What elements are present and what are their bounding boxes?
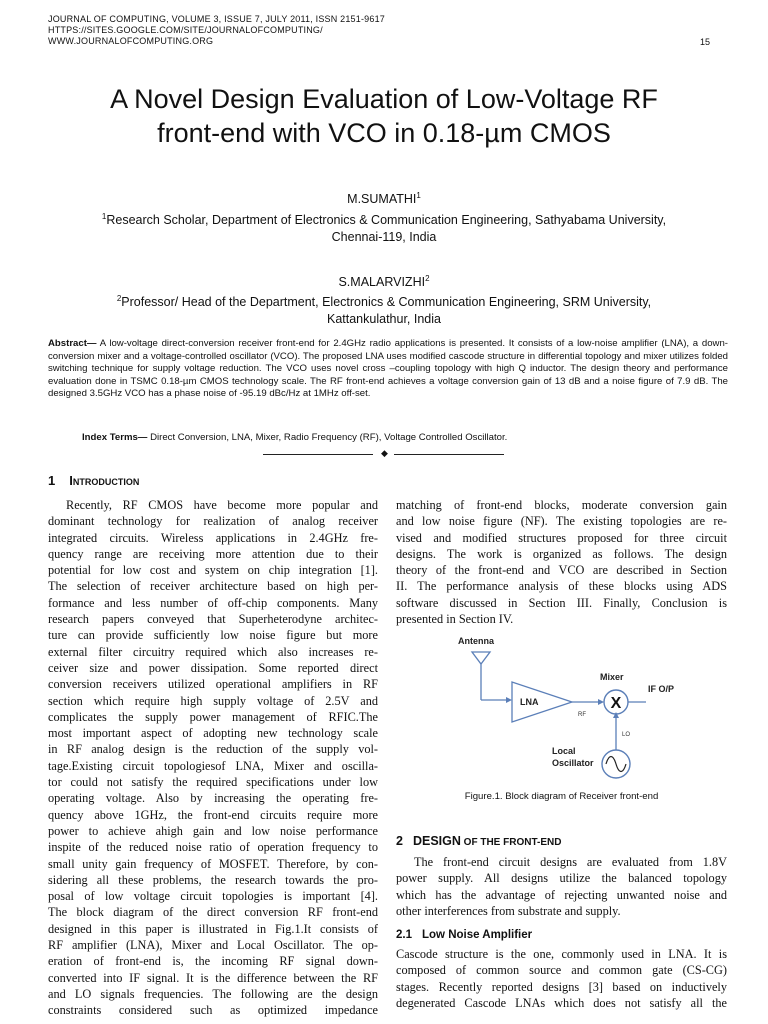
diamond-icon: ◆ <box>381 449 388 459</box>
if-output-label: IF O/P <box>648 684 675 694</box>
local-label: Local <box>552 746 576 756</box>
section-1-left-column <box>48 497 378 1019</box>
affiliation-line: Kattankulathur, India <box>327 312 441 327</box>
divider-line-right <box>394 454 504 455</box>
author-sup: 2 <box>425 274 430 283</box>
body-text-line: and low noise figure (NF). The existing topologies are re- <box>396 514 727 529</box>
body-text-line: matching of front-end blocks, moderate conversion gain <box>396 498 727 512</box>
author-1-affiliation <box>40 208 728 246</box>
body-text-line: posal of low voltage circuit topologies is important [4]. <box>48 889 378 904</box>
paper-title <box>40 82 728 150</box>
author-1-name <box>40 187 728 208</box>
body-text-line: constraints considered such as optimized impedance <box>48 1003 378 1018</box>
page-number: 15 <box>699 37 710 47</box>
section-title-main: DESIGN <box>412 834 461 848</box>
body-text-line: integrated circuits. Wireless applications in 2.4GHz fre- <box>48 530 378 545</box>
section-1-right-column <box>396 497 727 627</box>
body-text-line: and LO signals frequencies. The following are the design <box>48 986 378 1001</box>
body-text-line: stages. Recently reported designs [3] based on inductively <box>396 979 727 994</box>
body-text-line: designed in this paper is illustrated in Fig.1.It consists of <box>48 921 378 936</box>
body-text-line: other interferences from substrate and supply. <box>396 903 621 918</box>
index-terms-text: Direct Conversion, LNA, Mixer, Radio Frequency (RF), Voltage Controlled Oscillator. <box>147 432 508 443</box>
index-terms-label: Index Terms— <box>82 432 148 443</box>
body-text-line: operating voltage. Also by increasing the operating fre- <box>48 791 378 806</box>
journal-info-line: JOURNAL OF COMPUTING, VOLUME 3, ISSUE 7, JULY 2011, ISSN 2151-9617 <box>48 14 385 24</box>
affiliation-line: Chennai-119, India <box>331 230 437 245</box>
section-2-heading <box>396 834 561 848</box>
figure-1-caption: Figure.1. Block diagram of Receiver front-end <box>464 791 659 802</box>
title-line-1: A Novel Design Evaluation of Low-Voltage RF <box>110 84 658 114</box>
body-text-line: ceiver size and power dissipation. Some reported direct <box>48 660 378 675</box>
sine-wave-icon <box>606 757 626 772</box>
body-text-line: sidering all these problems, the research towards the pro- <box>48 872 378 887</box>
body-text-line: vised and modified structures proposed for three circuit <box>396 530 727 545</box>
receiver-block-diagram <box>450 632 690 782</box>
body-text-line: research papers conveyed that Superheterodyne architec- <box>48 612 378 627</box>
author-name: S.MALARVIZHI <box>338 275 426 290</box>
section-2-1-heading <box>396 929 532 941</box>
body-text-line: which has the advantage of rejecting unwanted noise and <box>396 887 727 902</box>
subsection-title: Low Noise Amplifier <box>422 929 533 941</box>
body-text-line: quency range are receiving more attention due to their <box>48 546 378 561</box>
rf-label: RF <box>578 712 586 718</box>
body-text-line: ture can provide sufficiently low noise figure but more <box>48 628 378 643</box>
section-divider <box>263 449 504 459</box>
body-text-line: dominant technology for realization of analog receiver <box>48 514 378 529</box>
journal-website-line: WWW.JOURNALOFCOMPUTING.ORG <box>48 36 214 46</box>
index-terms <box>82 432 507 443</box>
body-text-line: complicates the supply power management of RFIC.The <box>48 709 378 724</box>
section-2-1-body <box>396 946 727 1011</box>
section-title-rest: OF THE FRONT-END <box>460 837 562 848</box>
body-text-line: most important aspect of adopting new technology scale <box>48 726 378 741</box>
section-1-heading <box>48 473 139 488</box>
lna-label: LNA <box>520 697 539 707</box>
journal-url-line: HTTPS://SITES.GOOGLE.COM/SITE/JOURNALOFCOMPUTING/ <box>48 25 323 35</box>
body-text-line: theory of the front-end and VCO are described in Section <box>396 563 727 578</box>
body-text-line: power to achieve ahigh gain and low noise performance <box>48 823 378 838</box>
divider-line-left <box>263 454 373 455</box>
oscillator-label: Oscillator <box>552 758 594 768</box>
body-text-line: converted into IF signal. It is the difference between the RF <box>48 970 378 985</box>
antenna-label: Antenna <box>458 636 494 646</box>
affiliation-line: Research Scholar, Department of Electronics & Communication Engineering, Sathyabama University, <box>106 213 667 228</box>
abstract-label: Abstract— <box>48 338 97 349</box>
body-text-line: The selection of receiver architecture based on high per- <box>48 579 378 594</box>
body-text-line: in RF analog design is the reduction of the supply vol- <box>48 742 378 757</box>
body-text-line: section which require high supply voltage of 2.5V and <box>48 693 378 708</box>
body-text-line: software discussed in Section III. Finally, Conclusion is <box>396 595 727 610</box>
body-text-line: Recently, RF CMOS have become more popular and <box>66 498 378 512</box>
body-text-line: power supply. All designs utilize the balanced topology <box>396 871 727 886</box>
arrow-icon <box>506 697 512 703</box>
body-text-line: inspite of the reduced noise ratio of operation frequency to <box>48 840 378 855</box>
body-text-line: II. The performance analysis of these blocks using ADS <box>396 579 727 594</box>
body-text-line: degenerated Cascode LNAs which does not satisfy all the <box>396 995 727 1010</box>
body-text-line: small unity gain frequency of MOSFET. Therefore, by con- <box>48 856 378 871</box>
body-text-line: designs. The work is organized as follows. The design <box>396 546 727 561</box>
lo-label: LO <box>622 732 631 738</box>
antenna-icon <box>472 652 490 664</box>
body-text-line: RF amplifier (LNA), Mixer and Local Oscillator. The op- <box>48 938 378 953</box>
affiliation-sup: 1 <box>101 212 107 221</box>
abstract <box>48 338 728 401</box>
body-text-line: quency above 1GHz, the front-end circuits require more <box>48 807 378 822</box>
body-text-line: eration of front-end is, the incoming RF signal down- <box>48 954 378 969</box>
body-text-line: conversion receivers utilized operational amplifiers in RF <box>48 677 378 692</box>
body-text-line: The block diagram of the direct conversion RF front-end <box>48 905 378 920</box>
author-2-affiliation <box>40 290 728 328</box>
body-text-line: Cascode structure is the one, commonly used in LNA. It is <box>396 947 727 961</box>
body-text-line: potential for low cost and system on chip integration [1]. <box>48 563 378 578</box>
body-text-line: presented in Section IV. <box>396 612 514 627</box>
mixer-x-symbol: X <box>610 695 622 712</box>
author-sup: 1 <box>416 191 421 200</box>
author-name: M.SUMATHI <box>347 192 417 207</box>
body-text-line: composed of common source and common gate (CS-CG) <box>396 963 727 978</box>
subsection-number: 2.1 <box>396 929 412 941</box>
body-text-line: tor could not satisfy the required specifications under low <box>48 775 378 790</box>
arrow-icon <box>598 699 604 705</box>
section-2-body <box>396 854 727 919</box>
body-text-line: tage.Existing circuit topologiesof LNA, Mixer and oscilla- <box>48 758 378 773</box>
mixer-label: Mixer <box>600 672 624 682</box>
title-line-2: front-end with VCO in 0.18-µm CMOS <box>157 118 611 148</box>
arrow-icon <box>613 712 619 718</box>
section-number: 2 <box>396 834 403 848</box>
section-number: 1 <box>48 473 56 488</box>
abstract-text: A low-voltage direct-conversion receiver front-end for 2.4GHz radio applications is presented. It consists of a low-noise amplifier (LNA), a down-conversion mixer and a voltage-controlled oscillator (VCO). The proposed LNA uses modified cascode structure in differential topology and mixer utilizes folded switching technique for supply voltage reduction. The VCO uses novel cross –coupling topology with high Q inductor. The design theory and performance evaluation done in TSMC 0.18-µm CMOS technology scale. The RF front-end achieves a voltage conversion gain of 13 dB and a noise figure of 7.9 dB. The designed 3.5GHz VCO has a phase noise of -95.19 dBc/Hz at 1MHz off-set. <box>48 338 728 400</box>
body-text-line: formance and less number of off-chip components. Many <box>48 595 378 610</box>
affiliation-sup: 2 <box>116 294 122 303</box>
affiliation-line: Professor/ Head of the Department, Electronics & Communication Engineering, SRM University, <box>121 295 652 310</box>
section-title: Introduction <box>69 473 140 488</box>
running-header <box>48 14 385 47</box>
body-text-line: external filter circuitry required which also increases re- <box>48 644 378 659</box>
author-2-name <box>40 270 728 291</box>
body-text-line: The front-end circuit designs are evaluated from 1.8V <box>414 855 727 869</box>
